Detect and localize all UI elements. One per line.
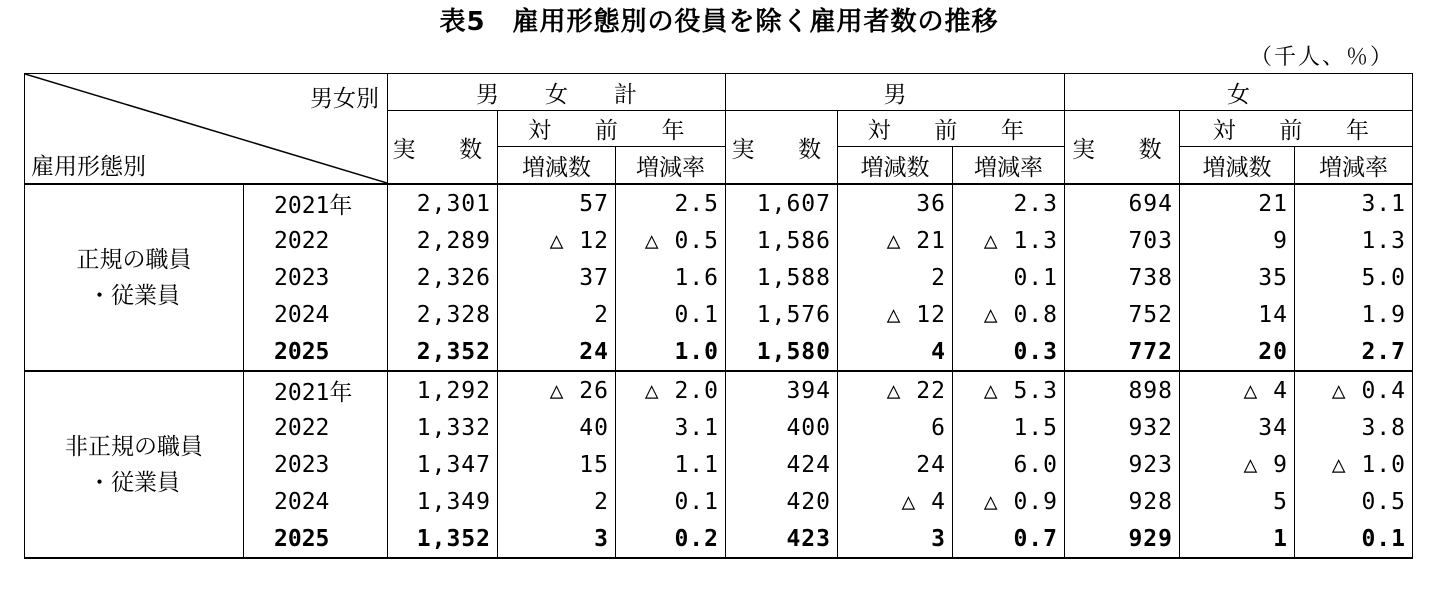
table-title: 表5 雇用形態別の役員を除く雇用者数の推移 — [439, 7, 999, 37]
cell-male-actual: 424 — [726, 446, 838, 483]
group-label-line2: ・従業員 — [88, 469, 180, 496]
header-male-yoy: 対 前 年 — [838, 111, 1065, 147]
cell-female-change-num: 35 — [1180, 259, 1295, 296]
header-total-change-rate: 増減率 — [616, 147, 726, 185]
cell-female-change-num: 20 — [1180, 333, 1295, 371]
cell-total-change-rate: 1.6 — [616, 259, 726, 296]
year-cell: 2024 — [244, 483, 388, 520]
cell-total-change-rate: 0.2 — [616, 520, 726, 558]
cell-total-actual: 1,349 — [388, 483, 498, 520]
cell-total-change-num: 15 — [498, 446, 616, 483]
header-female-change-rate: 増減率 — [1295, 147, 1413, 185]
cell-total-change-num: 3 — [498, 520, 616, 558]
cell-male-change-rate: 0.3 — [953, 333, 1065, 371]
cell-male-change-rate: 6.0 — [953, 446, 1065, 483]
cell-male-change-num: 2 — [838, 259, 953, 296]
cell-female-actual: 703 — [1065, 222, 1180, 259]
cell-male-change-num: 3 — [838, 520, 953, 558]
cell-total-actual: 1,332 — [388, 409, 498, 446]
year-cell: 2021年 — [244, 184, 388, 222]
year-cell: 2025 — [244, 520, 388, 558]
header-total-yoy: 対 前 年 — [498, 111, 726, 147]
cell-male-change-rate: △ 0.9 — [953, 483, 1065, 520]
unit-label: （千人、％） — [1249, 45, 1394, 70]
year-cell: 2022 — [244, 409, 388, 446]
group-label — [25, 371, 244, 558]
cell-female-change-num: 21 — [1180, 184, 1295, 222]
group-label — [25, 184, 244, 371]
cell-male-actual: 1,586 — [726, 222, 838, 259]
cell-total-actual: 2,326 — [388, 259, 498, 296]
cell-male-change-rate: 0.1 — [953, 259, 1065, 296]
cell-total-change-rate: 0.1 — [616, 483, 726, 520]
cell-male-actual: 423 — [726, 520, 838, 558]
cell-male-change-num: △ 12 — [838, 296, 953, 333]
header-male: 男 — [726, 74, 1065, 111]
cell-female-change-num: 14 — [1180, 296, 1295, 333]
header-male-change-num: 増減数 — [838, 147, 953, 185]
cell-female-actual: 694 — [1065, 184, 1180, 222]
cell-male-change-num: △ 4 — [838, 483, 953, 520]
cell-total-actual: 2,301 — [388, 184, 498, 222]
cell-female-actual: 928 — [1065, 483, 1180, 520]
cell-female-change-rate: 3.8 — [1295, 409, 1413, 446]
year-cell: 2023 — [244, 446, 388, 483]
year-cell: 2022 — [244, 222, 388, 259]
group-label-line1: 正規の職員 — [76, 246, 192, 273]
cell-female-change-rate: 3.1 — [1295, 184, 1413, 222]
cell-total-change-num: 37 — [498, 259, 616, 296]
header-female-actual: 実 数 — [1065, 111, 1180, 185]
cell-total-actual: 1,352 — [388, 520, 498, 558]
cell-female-actual: 898 — [1065, 371, 1180, 409]
cell-male-actual: 1,576 — [726, 296, 838, 333]
cell-male-change-num: △ 22 — [838, 371, 953, 409]
cell-male-actual: 1,607 — [726, 184, 838, 222]
corner-sex-label: 男女別 — [310, 86, 379, 112]
header-female-change-num: 増減数 — [1180, 147, 1295, 185]
cell-male-change-rate: 2.3 — [953, 184, 1065, 222]
header-female-yoy: 対 前 年 — [1180, 111, 1413, 147]
cell-total-change-num: 24 — [498, 333, 616, 371]
cell-total-change-num: 2 — [498, 296, 616, 333]
cell-female-actual: 923 — [1065, 446, 1180, 483]
cell-female-change-num: 1 — [1180, 520, 1295, 558]
cell-male-change-num: 6 — [838, 409, 953, 446]
cell-total-change-num: △ 12 — [498, 222, 616, 259]
cell-male-actual: 1,588 — [726, 259, 838, 296]
cell-female-change-rate: △ 0.4 — [1295, 371, 1413, 409]
cell-male-change-num: 36 — [838, 184, 953, 222]
cell-male-change-rate: 1.5 — [953, 409, 1065, 446]
group-label-line1: 非正規の職員 — [65, 433, 203, 460]
cell-total-change-num: 40 — [498, 409, 616, 446]
cell-female-change-num: △ 4 — [1180, 371, 1295, 409]
cell-male-change-num: 4 — [838, 333, 953, 371]
cell-male-change-rate: △ 0.8 — [953, 296, 1065, 333]
corner-header — [25, 74, 388, 185]
cell-total-change-rate: △ 0.5 — [616, 222, 726, 259]
cell-total-change-rate: 0.1 — [616, 296, 726, 333]
cell-total-change-num: △ 26 — [498, 371, 616, 409]
cell-female-change-num: 9 — [1180, 222, 1295, 259]
cell-female-change-rate: 5.0 — [1295, 259, 1413, 296]
cell-female-change-rate: 2.7 — [1295, 333, 1413, 371]
cell-female-change-num: △ 9 — [1180, 446, 1295, 483]
cell-total-change-rate: 1.0 — [616, 333, 726, 371]
cell-male-change-rate: △ 1.3 — [953, 222, 1065, 259]
cell-female-change-rate: △ 1.0 — [1295, 446, 1413, 483]
cell-female-actual: 772 — [1065, 333, 1180, 371]
header-total: 男 女 計 — [388, 74, 726, 111]
cell-female-actual: 738 — [1065, 259, 1180, 296]
cell-total-change-num: 2 — [498, 483, 616, 520]
cell-total-actual: 1,292 — [388, 371, 498, 409]
cell-total-actual: 2,328 — [388, 296, 498, 333]
year-cell: 2021年 — [244, 371, 388, 409]
cell-female-change-rate: 0.5 — [1295, 483, 1413, 520]
table-row — [25, 371, 1413, 409]
cell-total-change-num: 57 — [498, 184, 616, 222]
cell-male-change-rate: △ 5.3 — [953, 371, 1065, 409]
cell-total-change-rate: 3.1 — [616, 409, 726, 446]
cell-total-change-rate: 2.5 — [616, 184, 726, 222]
cell-female-actual: 929 — [1065, 520, 1180, 558]
cell-female-actual: 752 — [1065, 296, 1180, 333]
cell-total-actual: 1,347 — [388, 446, 498, 483]
cell-male-actual: 394 — [726, 371, 838, 409]
employment-table — [24, 73, 1413, 559]
cell-female-change-num: 5 — [1180, 483, 1295, 520]
cell-male-actual: 420 — [726, 483, 838, 520]
cell-total-actual: 2,352 — [388, 333, 498, 371]
corner-type-label: 雇用形態別 — [31, 154, 146, 180]
header-male-change-rate: 増減率 — [953, 147, 1065, 185]
header-total-actual: 実 数 — [388, 111, 498, 185]
header-total-change-num: 増減数 — [498, 147, 616, 185]
cell-female-change-num: 34 — [1180, 409, 1295, 446]
header-male-actual: 実 数 — [726, 111, 838, 185]
cell-male-change-num: 24 — [838, 446, 953, 483]
cell-total-change-rate: △ 2.0 — [616, 371, 726, 409]
year-cell: 2025 — [244, 333, 388, 371]
cell-female-actual: 932 — [1065, 409, 1180, 446]
cell-male-actual: 1,580 — [726, 333, 838, 371]
cell-female-change-rate: 1.9 — [1295, 296, 1413, 333]
group-label-line2: ・従業員 — [88, 282, 180, 309]
cell-female-change-rate: 1.3 — [1295, 222, 1413, 259]
cell-total-change-rate: 1.1 — [616, 446, 726, 483]
cell-male-change-rate: 0.7 — [953, 520, 1065, 558]
table-row — [25, 184, 1413, 222]
year-cell: 2024 — [244, 296, 388, 333]
cell-female-change-rate: 0.1 — [1295, 520, 1413, 558]
header-female: 女 — [1065, 74, 1413, 111]
cell-male-change-num: △ 21 — [838, 222, 953, 259]
year-cell: 2023 — [244, 259, 388, 296]
cell-male-actual: 400 — [726, 409, 838, 446]
cell-total-actual: 2,289 — [388, 222, 498, 259]
